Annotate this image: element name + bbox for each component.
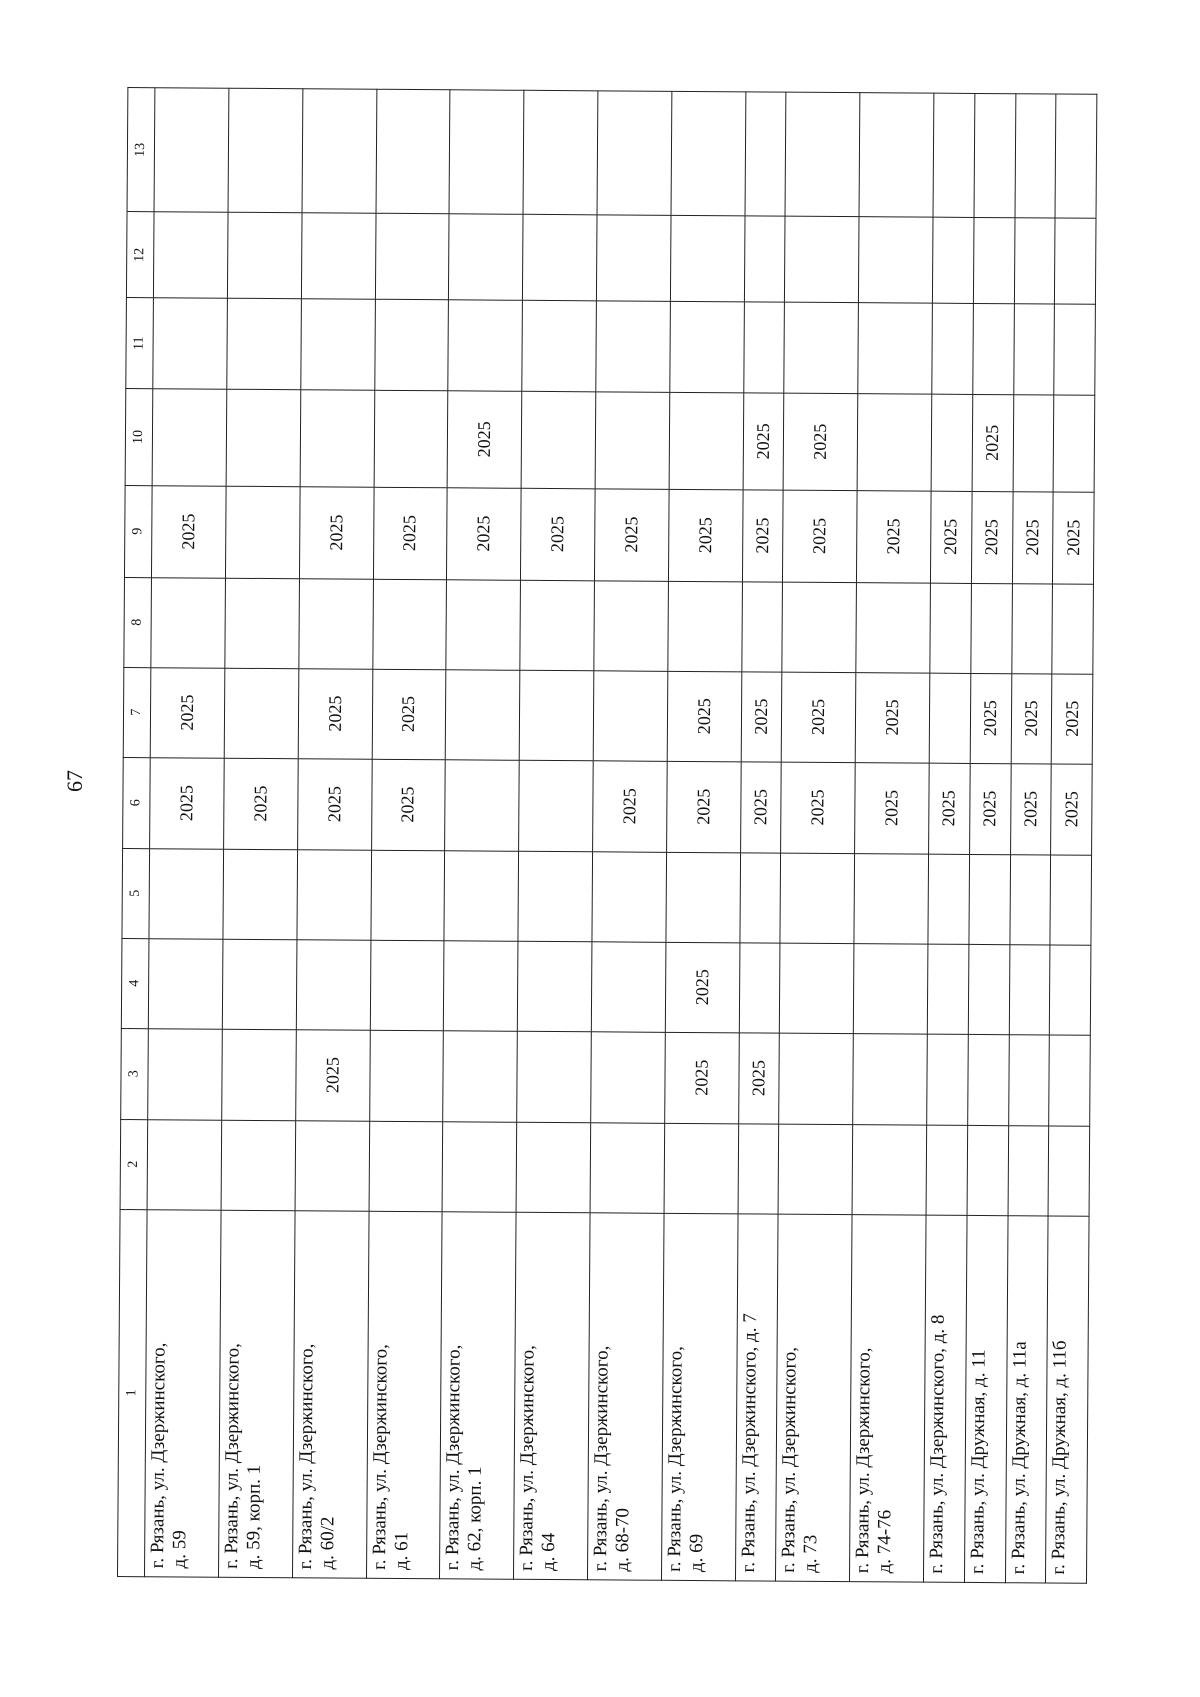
year-cell <box>148 938 222 1028</box>
year-cell <box>1055 218 1096 304</box>
year-cell <box>1015 94 1057 219</box>
year-cell <box>153 212 227 298</box>
year-cell <box>370 850 444 940</box>
year-cell <box>1008 1125 1049 1215</box>
year-cell: 2025 <box>931 491 972 583</box>
year-cell <box>929 673 970 763</box>
year-cell <box>1008 1034 1049 1125</box>
column-number: 6 <box>123 757 151 848</box>
year-cell: 2025 <box>972 395 1013 492</box>
year-cell: 2025 <box>1051 674 1092 764</box>
year-cell <box>225 486 299 579</box>
year-cell <box>668 581 742 671</box>
year-cell <box>597 91 672 216</box>
year-cell: 2025 <box>372 669 446 759</box>
year-cell <box>516 1122 590 1212</box>
address-cell: г. Рязань, ул. Дружная, д. 11 <box>964 1215 1007 1583</box>
year-cell <box>744 216 785 302</box>
year-cell: 2025 <box>295 1029 369 1121</box>
year-cell <box>521 391 596 488</box>
year-cell <box>595 392 670 489</box>
year-cell <box>152 389 227 486</box>
year-cell: 2025 <box>521 488 595 581</box>
year-cell <box>932 303 973 394</box>
year-cell <box>225 578 299 668</box>
year-cell <box>376 89 451 214</box>
column-number: 4 <box>121 938 149 1028</box>
year-cell: 2025 <box>782 672 856 762</box>
year-cell <box>300 390 375 487</box>
year-cell <box>1050 855 1091 945</box>
table-row <box>218 88 302 1577</box>
year-cell <box>1049 1035 1090 1126</box>
year-cell <box>1014 218 1055 304</box>
year-cell <box>852 1124 926 1214</box>
year-cell <box>854 853 928 943</box>
year-cell <box>973 218 1014 304</box>
rotated-table-container <box>117 87 1097 1584</box>
year-cell: 2025 <box>595 488 669 581</box>
year-cell <box>374 299 448 391</box>
year-cell <box>853 1033 927 1125</box>
table-row <box>850 93 934 1582</box>
year-cell: 2025 <box>1051 764 1092 855</box>
year-cell <box>927 944 968 1034</box>
column-number: 8 <box>124 577 152 667</box>
year-cell <box>927 1034 968 1125</box>
year-cell: 2025 <box>668 489 742 582</box>
year-cell: 2025 <box>151 485 225 578</box>
year-cell <box>782 582 856 672</box>
year-cell <box>520 580 594 670</box>
year-cell <box>372 579 446 669</box>
year-cell <box>740 852 781 942</box>
year-cell <box>742 581 783 671</box>
year-cell <box>596 215 670 301</box>
year-cell: 2025 <box>742 489 783 581</box>
year-cell <box>931 394 972 491</box>
column-number: 11 <box>126 298 154 389</box>
year-cell <box>739 942 780 1032</box>
year-cell <box>448 300 522 392</box>
year-cell <box>593 670 667 760</box>
year-cell: 2025 <box>969 763 1010 854</box>
year-cell <box>151 577 225 667</box>
year-cell: 2025 <box>298 668 372 758</box>
year-cell: 2025 <box>373 487 447 580</box>
year-cell <box>301 213 375 299</box>
table-row <box>292 89 376 1578</box>
year-cell: 2025 <box>970 673 1011 763</box>
year-cell: 2025 <box>784 393 859 490</box>
year-cell: 2025 <box>1053 492 1094 584</box>
column-number: 2 <box>120 1119 148 1209</box>
year-cell <box>591 941 665 1031</box>
year-cell: 2025 <box>1012 491 1053 583</box>
year-cell <box>228 88 303 213</box>
year-cell <box>445 759 519 851</box>
address-cell: г. Рязань, ул. Дзержинского, д. 69 <box>661 1213 737 1581</box>
table-row <box>661 91 745 1580</box>
year-cell <box>442 1121 516 1211</box>
year-cell <box>1054 304 1095 395</box>
table-row <box>440 90 524 1579</box>
year-cell <box>449 214 523 300</box>
year-cell: 2025 <box>743 393 784 490</box>
address-cell: г. Рязань, ул. Дзержинского, д. 74-76 <box>850 1214 926 1582</box>
year-cell: 2025 <box>781 762 855 854</box>
year-cell <box>745 92 787 217</box>
table-row <box>776 92 860 1581</box>
year-cell <box>223 849 297 939</box>
address-cell: г. Рязань, ул. Дзержинского, д. 59 <box>145 1209 221 1577</box>
year-cell <box>148 1028 222 1120</box>
year-cell <box>1009 854 1050 944</box>
year-cell <box>967 1034 1008 1125</box>
column-number: 10 <box>125 389 153 486</box>
year-cell <box>224 668 298 758</box>
year-cell <box>374 390 449 487</box>
year-cell <box>967 1125 1008 1215</box>
year-cell <box>859 93 934 218</box>
year-cell <box>664 1123 738 1213</box>
year-cell <box>519 670 593 760</box>
year-cell <box>738 1123 779 1213</box>
year-cell <box>670 216 744 302</box>
column-number: 9 <box>124 485 152 577</box>
address-cell: г. Рязань, ул. Дзержинского, д. 59, корп. 1 <box>218 1210 294 1578</box>
year-cell: 2025 <box>741 671 782 761</box>
year-cell <box>779 1033 853 1125</box>
year-cell <box>222 1029 296 1121</box>
year-cell <box>744 302 785 393</box>
year-cell <box>968 944 1009 1034</box>
address-cell: г. Рязань, ул. Дзержинского, д. 8 <box>924 1215 967 1583</box>
year-cell <box>1009 944 1050 1034</box>
year-cell <box>1052 584 1093 674</box>
address-cell: г. Рязань, ул. Дзержинского, д. 61 <box>366 1211 442 1579</box>
year-cell: 2025 <box>297 758 371 850</box>
year-cell: 2025 <box>666 761 740 853</box>
year-cell <box>299 578 373 668</box>
year-cell <box>297 849 371 939</box>
year-cell <box>1053 395 1094 492</box>
year-cell <box>785 92 860 217</box>
year-cell <box>147 1119 221 1209</box>
year-cell: 2025 <box>855 762 929 854</box>
year-cell <box>857 394 932 491</box>
year-cell <box>523 215 597 301</box>
column-number: 3 <box>121 1028 149 1119</box>
year-cell <box>592 851 666 941</box>
year-cell <box>1011 583 1052 673</box>
year-cell: 2025 <box>971 491 1012 583</box>
year-cell <box>519 760 593 852</box>
year-cell <box>590 1122 664 1212</box>
year-cell <box>449 90 524 215</box>
register-table <box>117 87 1097 1584</box>
year-cell <box>149 848 223 938</box>
year-cell <box>928 854 969 944</box>
address-cell: г. Рязань, ул. Дзержинского, д. 64 <box>514 1212 590 1580</box>
year-cell <box>971 583 1012 673</box>
year-cell <box>1048 1126 1089 1216</box>
table-row <box>588 91 672 1580</box>
address-cell: г. Рязань, ул. Дзержинского, д. 73 <box>776 1214 852 1582</box>
address-cell: г. Рязань, ул. Дзержинского, д. 68-70 <box>588 1212 664 1580</box>
year-cell: 2025 <box>857 490 931 583</box>
year-cell <box>517 1031 591 1123</box>
address-cell: г. Рязань, ул. Дзержинского, д. 7 <box>735 1213 778 1581</box>
year-cell <box>973 304 1014 395</box>
year-cell: 2025 <box>1010 763 1051 854</box>
year-cell <box>446 579 520 669</box>
year-cell <box>226 389 301 486</box>
table-row <box>145 88 229 1577</box>
year-cell: 2025 <box>929 763 970 854</box>
year-cell <box>1055 94 1097 219</box>
year-cell <box>518 851 592 941</box>
column-number: 7 <box>123 667 151 757</box>
year-cell <box>669 392 744 489</box>
address-cell: г. Рязань, ул. Дружная, д. 11а <box>1005 1215 1048 1583</box>
year-cell <box>295 1120 369 1210</box>
year-cell <box>933 218 974 304</box>
year-cell <box>778 1124 852 1214</box>
page-number: 67 <box>62 770 87 792</box>
year-cell <box>518 941 592 1031</box>
year-cell: 2025 <box>855 672 929 762</box>
year-cell <box>300 299 374 391</box>
year-cell <box>227 298 301 390</box>
year-cell <box>153 298 227 390</box>
year-cell <box>856 582 930 672</box>
year-cell: 2025 <box>783 490 857 583</box>
year-cell <box>443 1030 517 1122</box>
year-cell: 2025 <box>150 667 224 757</box>
year-cell <box>780 853 854 943</box>
year-cell <box>596 301 670 393</box>
year-cell: 2025 <box>1011 673 1052 763</box>
table-row <box>514 90 598 1579</box>
year-cell <box>780 943 854 1033</box>
year-cell: 2025 <box>299 486 373 579</box>
year-cell <box>933 93 975 218</box>
year-cell <box>969 854 1010 944</box>
address-cell: г. Рязань, ул. Дружная, д. 11б <box>1046 1216 1089 1584</box>
year-cell: 2025 <box>593 760 667 852</box>
column-number: 13 <box>127 88 155 213</box>
year-cell <box>930 583 971 673</box>
year-cell <box>854 943 928 1033</box>
year-cell <box>446 669 520 759</box>
year-cell: 2025 <box>665 942 739 1032</box>
year-cell <box>1013 395 1054 492</box>
year-cell <box>375 214 449 300</box>
year-cell: 2025 <box>371 759 445 851</box>
year-cell <box>370 940 444 1030</box>
year-cell <box>926 1125 967 1215</box>
column-number: 12 <box>126 212 154 298</box>
year-cell: 2025 <box>738 1032 779 1123</box>
year-cell <box>302 89 377 214</box>
year-cell <box>369 1030 443 1122</box>
year-cell <box>974 93 1016 218</box>
year-cell: 2025 <box>223 758 297 850</box>
year-cell <box>444 940 518 1030</box>
year-cell: 2025 <box>665 1032 739 1124</box>
year-cell: 2025 <box>150 757 224 849</box>
year-cell <box>785 217 859 303</box>
year-cell <box>522 300 596 392</box>
year-cell <box>296 939 370 1029</box>
year-cell <box>1049 945 1090 1035</box>
year-cell: 2025 <box>667 671 741 761</box>
address-cell: г. Рязань, ул. Дзержинского, д. 60/2 <box>292 1210 368 1578</box>
year-cell <box>858 303 932 395</box>
year-cell <box>670 301 744 393</box>
year-cell <box>444 850 518 940</box>
year-cell <box>784 302 858 394</box>
column-number: 1 <box>118 1209 148 1577</box>
year-cell <box>227 213 301 299</box>
year-cell <box>154 88 229 213</box>
year-cell <box>222 939 296 1029</box>
year-cell <box>594 580 668 670</box>
year-cell <box>1013 304 1054 395</box>
year-cell <box>221 1120 295 1210</box>
year-cell <box>666 852 740 942</box>
address-cell: г. Рязань, ул. Дзержинского, д. 62, корп. 1 <box>440 1211 516 1579</box>
year-cell <box>591 1031 665 1123</box>
year-cell <box>671 91 746 216</box>
year-cell <box>859 217 933 303</box>
year-cell: 2025 <box>447 487 521 580</box>
column-number: 5 <box>122 848 150 938</box>
year-cell <box>523 90 598 215</box>
year-cell: 2025 <box>447 391 522 488</box>
table-row <box>366 89 450 1578</box>
year-cell <box>369 1121 443 1211</box>
year-cell: 2025 <box>740 761 781 852</box>
